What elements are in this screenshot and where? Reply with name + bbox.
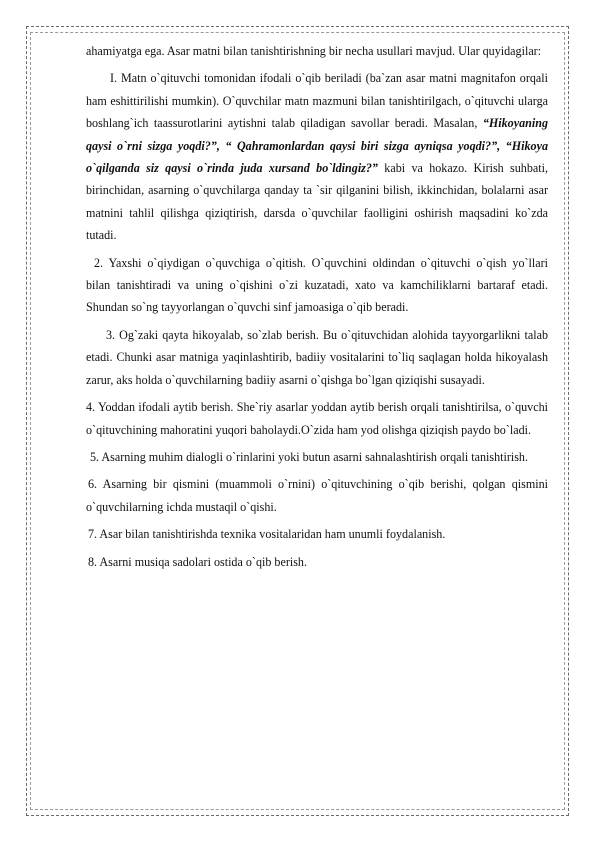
paragraph-intro: ahamiyatga ega. Asar matni bilan tanishtirishning bir necha usullari mavjud. Ular quyidagilar: [86, 44, 542, 58]
paragraph-method-2: 2. Yaxshi o`qiydigan o`quvchiga o`qitish. O`quvchini oldindan o`qituvchi o`qish yo`llari bilan tanishtiradi va uning o`qishini o`zi kuzatadi, xato va kamchiliklarni bartaraf etadi. Shundan so`ng tayyorlangan o`quvchi sinf jamoasiga o`qib beradi. [86, 255, 548, 315]
method-1-text-before: I. Matn o`qituvchi tomonidan ifodali o`qib beriladi (ba`zan asar matni magnitafon orqali ham eshittirilishi mumkin). O`quvchilar matn mazmuni bilan tanishtirilgach, o`qituvchi ularga boshlang`ich taassurotlarini aytishni talab qiladigan savollar beradi. Masalan, [86, 71, 548, 131]
paragraph-method-4: 4. Yoddan ifodali aytib berish. She`riy asarlar yoddan aytib berish orqali tanishtirilsa, o`quvchi o`qituvchining mahoratini yuqori baholaydi.O`zida ham yod olishga qiziqish paydo bo`ladi. [86, 400, 548, 437]
paragraph-method-8: 8. Asarni musiqa sadolari ostida o`qib berish. [88, 554, 307, 569]
document-body [86, 40, 548, 578]
paragraph-method-3: 3. Og`zaki qayta hikoyalab, so`zlab berish. Bu o`qituvchidan alohida tayyorgarlikni talab etadi. Chunki asar matniga yaqinlashtirib, badiiy vositalarini to`liq saqlagan holda hikoyalash zarur, aks holda o`quvchilarning badiiy asarni o`qishga bo`lgan qiziqishi susayadi. [86, 327, 548, 387]
paragraph-method-1 [86, 67, 548, 246]
method-1-example-questions: “Hikoyaning qaysi o`rni sizga yoqdi?”, “ Qahramonlardan qaysi biri sizga ayniqsa yoqdi?”, “Hikoya o`qilganda siz qaysi o`rinda juda xursand bo`ldingiz?” [86, 116, 548, 176]
method-1-text-after: kabi va hokazo. Kirish suhbati, birinchidan, asarning o`quvchilarga qanday ta `sir qilganini bilish, ikkinchidan, bolalarni asar matnini tahlil qilishga qiziqtirish, darsda o`quvchilar faolligini oshirish maqsadini ko`zda tutadi. [86, 161, 548, 243]
paragraph-method-5: 5. Asarning muhim dialogli o`rinlarini yoki butun asarni sahnalashtirish orqali tanishtirish. [90, 449, 529, 464]
paragraph-method-7: 7. Asar bilan tanishtirishda texnika vositalaridan ham unumli foydalanish. [88, 527, 446, 542]
paragraph-method-6: 6. Asarning bir qismini (muammoli o`rnini) o`qituvchining o`qib berishi, qolgan qismini o`quvchilarning ichda mustaqil o`qishi. [86, 477, 548, 514]
